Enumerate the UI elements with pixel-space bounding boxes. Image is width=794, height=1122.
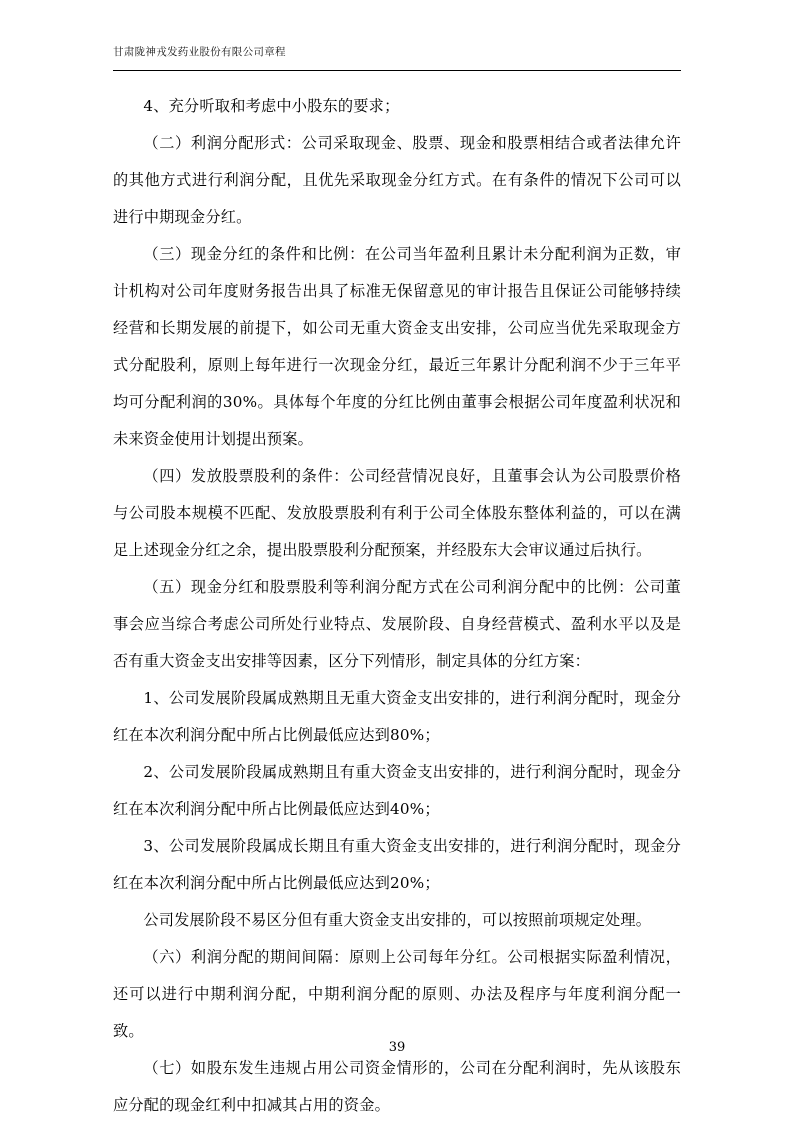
paragraph: 4、充分听取和考虑中小股东的要求；: [143, 97, 400, 115]
page-header: 甘肃陇神戎发药业股份有限公司章程: [113, 46, 286, 58]
paragraph: （三）现金分红的条件和比例：在公司当年盈利且累计未分配利润为正数，审计机构对公司年度财务报告出具了标准无保留意见的审计报告且保证公司能够持续经营和长期发展的前提下，如公司无重大资金支出安排，公司应当优先采取现金方式分配股利，原则上每年进行一次现金分红，最近三年累计分配利润不少于三年平均可分配利润的30%。具体每个年度的分红比例由董事会根据公司年度盈利状况和未来资金使用计划提出预案。: [113, 245, 681, 448]
paragraph: 公司发展阶段不易区分但有重大资金支出安排的，可以按照前项规定处理。: [143, 911, 652, 929]
header-divider: [113, 70, 681, 71]
page-number: 39: [388, 1040, 406, 1055]
paragraph: 3、公司发展阶段属成长期且有重大资金支出安排的，进行利润分配时，现金分红在本次利润分配中所占比例最低应达到20%；: [113, 837, 681, 892]
paragraph: （二）利润分配形式：公司采取现金、股票、现金和股票相结合或者法律允许的其他方式进行利润分配，且优先采取现金分红方式。在有条件的情况下公司可以进行中期现金分红。: [113, 134, 681, 226]
paragraph: 2、公司发展阶段属成熟期且有重大资金支出安排的，进行利润分配时，现金分红在本次利润分配中所占比例最低应达到40%；: [113, 763, 681, 818]
document-body: [113, 88, 681, 1122]
paragraph: 1、公司发展阶段属成熟期且无重大资金支出安排的，进行利润分配时，现金分红在本次利润分配中所占比例最低应达到80%；: [113, 689, 681, 744]
paragraph: （五）现金分红和股票股利等利润分配方式在公司利润分配中的比例：公司董事会应当综合考虑公司所处行业特点、发展阶段、自身经营模式、盈利水平以及是否有重大资金支出安排等因素，区分下列情形，制定具体的分红方案：: [113, 578, 681, 670]
paragraph: （六）利润分配的期间间隔：原则上公司每年分红。公司根据实际盈利情况，还可以进行中期利润分配，中期利润分配的原则、办法及程序与年度利润分配一致。: [113, 948, 681, 1040]
paragraph: （四）发放股票股利的条件：公司经营情况良好，且董事会认为公司股票价格与公司股本规模不匹配、发放股票股利有利于公司全体股东整体利益的，可以在满足上述现金分红之余，提出股票股利分配预案，并经股东大会审议通过后执行。: [113, 467, 681, 559]
paragraph: （七）如股东发生违规占用公司资金情形的，公司在分配利润时，先从该股东应分配的现金红利中扣减其占用的资金。: [113, 1059, 681, 1114]
